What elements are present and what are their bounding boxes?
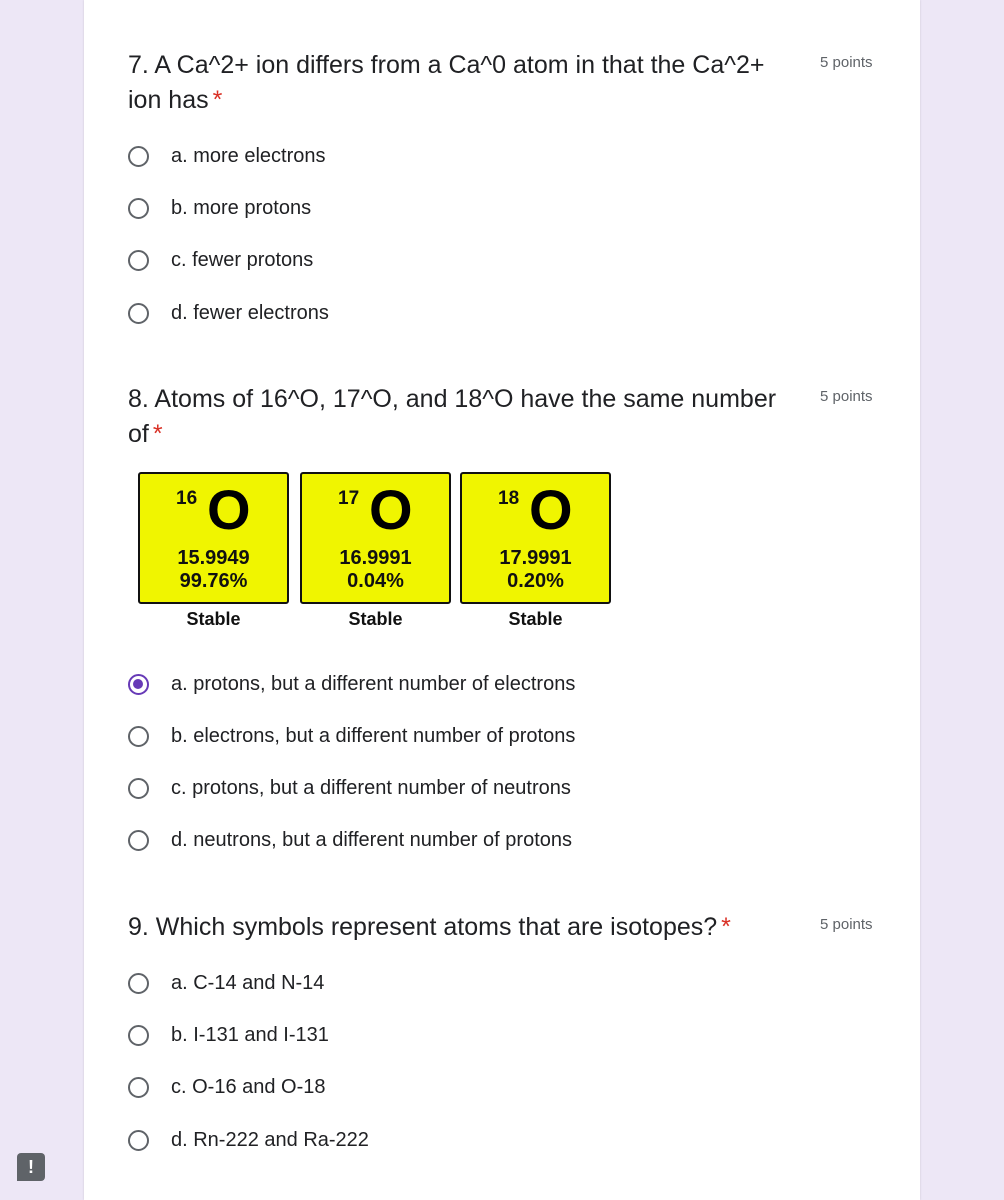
option-label: c. fewer protons	[171, 248, 314, 271]
option-c[interactable]	[128, 1072, 326, 1102]
option-c[interactable]	[128, 245, 313, 275]
radio-button[interactable]	[128, 250, 149, 271]
isotope-tile-o18	[460, 472, 611, 604]
stability-label: Stable	[348, 609, 403, 629]
isotope-tile-o16	[138, 472, 289, 604]
question-title: 7. A Ca^2+ ion differs from a Ca^0 atom in that the Ca^2+ ion has *	[128, 51, 765, 114]
option-label: b. I-131 and I-131	[171, 1023, 329, 1046]
option-label: a. protons, but a different number of electrons	[171, 672, 576, 695]
option-label: b. electrons, but a different number of protons	[171, 724, 576, 747]
atomic-mass: 17.9991	[499, 547, 572, 569]
option-a[interactable]	[128, 669, 575, 699]
abundance: 0.20%	[507, 570, 564, 592]
points-label: 5 points	[820, 54, 873, 71]
option-label: d. neutrons, but a different number of protons	[171, 828, 572, 851]
option-label: d. Rn-222 and Ra-222	[171, 1128, 369, 1151]
option-b[interactable]	[128, 721, 575, 751]
required-asterisk: *	[721, 913, 731, 941]
radio-button[interactable]	[128, 1025, 149, 1046]
report-button[interactable]	[17, 1153, 45, 1181]
element-symbol: O	[207, 478, 251, 541]
radio-button[interactable]	[128, 778, 149, 799]
isotope-tile-o17	[300, 472, 451, 604]
radio-button[interactable]	[128, 973, 149, 994]
radio-button[interactable]	[128, 146, 149, 167]
abundance: 0.04%	[347, 570, 404, 592]
option-a[interactable]	[128, 968, 324, 998]
element-symbol: O	[529, 478, 573, 541]
option-b[interactable]	[128, 193, 311, 223]
mass-number: 18	[498, 488, 520, 509]
element-symbol: O	[369, 478, 413, 541]
abundance: 99.76%	[179, 570, 248, 592]
radio-button[interactable]	[128, 726, 149, 747]
option-label: d. fewer electrons	[171, 301, 329, 324]
isotope-image	[138, 472, 618, 637]
radio-button[interactable]	[128, 1077, 149, 1098]
stability-label: Stable	[508, 609, 563, 629]
question-title: 8. Atoms of 16^O, 17^O, and 18^O have the same number of *	[128, 385, 777, 448]
points-label: 5 points	[820, 916, 873, 933]
atomic-mass: 15.9949	[177, 547, 250, 569]
option-d[interactable]	[128, 1125, 369, 1155]
option-b[interactable]	[128, 1020, 329, 1050]
radio-button[interactable]	[128, 198, 149, 219]
option-label: a. C-14 and N-14	[171, 971, 325, 994]
option-c[interactable]	[128, 773, 571, 803]
stability-label: Stable	[186, 609, 241, 629]
radio-button-selected[interactable]	[128, 674, 149, 695]
option-label: c. O-16 and O-18	[171, 1075, 326, 1098]
form-card	[84, 0, 920, 1200]
radio-button[interactable]	[128, 303, 149, 324]
question-title: 9. Which symbols represent atoms that are isotopes? *	[128, 913, 731, 941]
mass-number: 17	[338, 488, 360, 509]
required-asterisk: *	[212, 86, 223, 114]
exclamation-icon: !	[28, 1157, 34, 1177]
option-label: b. more protons	[171, 196, 312, 219]
atomic-mass: 16.9991	[339, 547, 412, 569]
option-label: c. protons, but a different number of neutrons	[171, 776, 571, 799]
option-d[interactable]	[128, 825, 572, 855]
points-label: 5 points	[820, 388, 873, 405]
option-d[interactable]	[128, 298, 329, 328]
required-asterisk: *	[152, 420, 163, 448]
radio-button[interactable]	[128, 830, 149, 851]
option-label: a. more electrons	[171, 144, 326, 167]
option-a[interactable]	[128, 141, 326, 171]
mass-number: 16	[176, 488, 198, 509]
radio-button[interactable]	[128, 1130, 149, 1151]
